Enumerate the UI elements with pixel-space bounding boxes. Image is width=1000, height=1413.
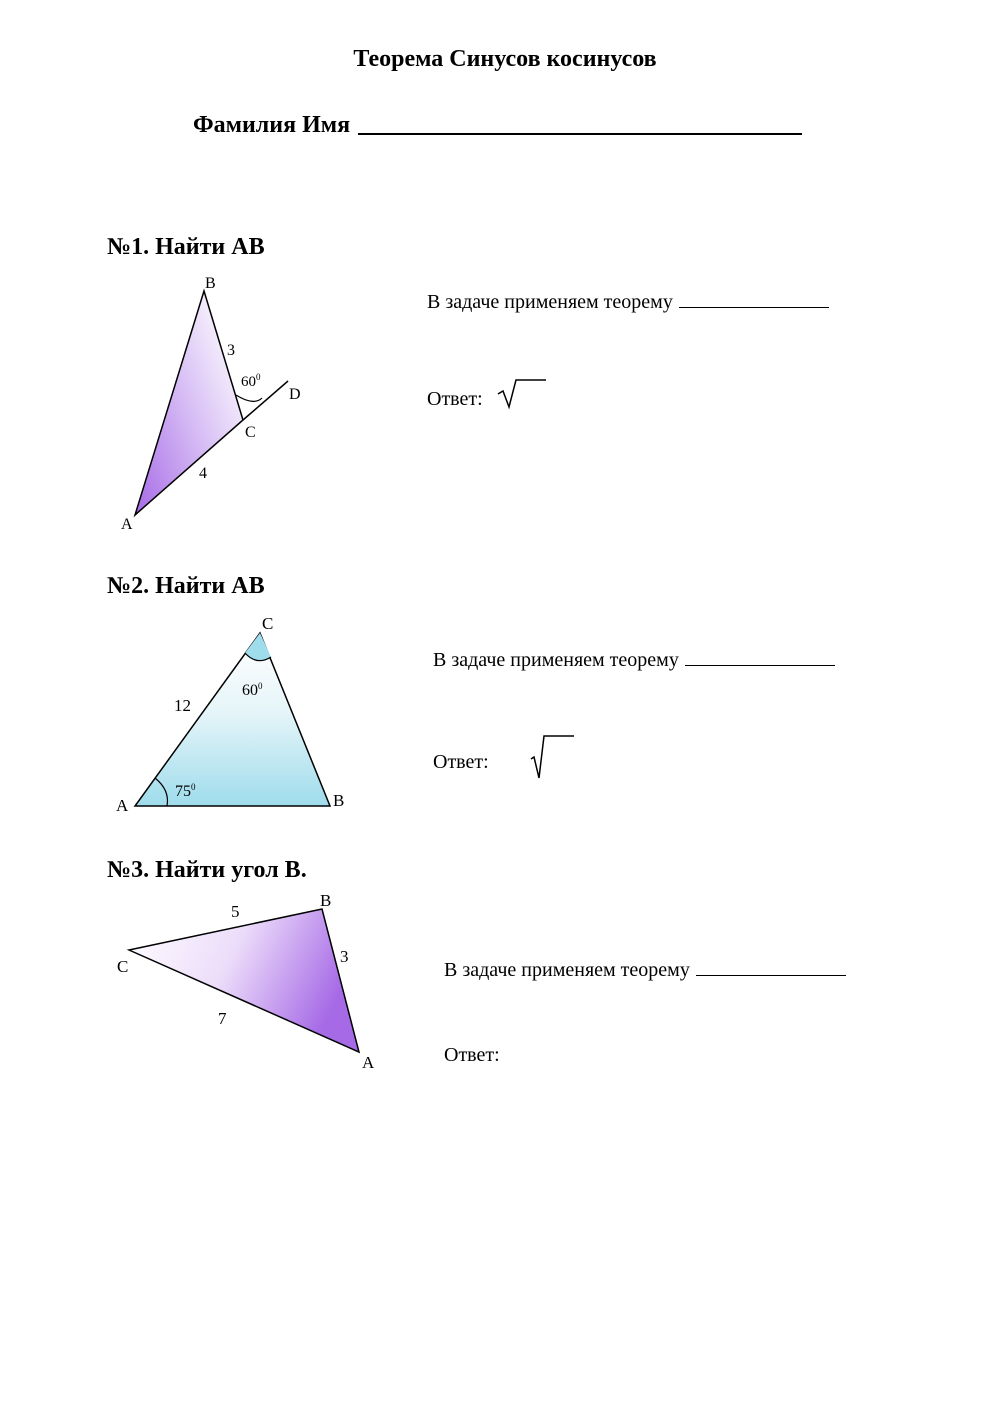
side-ac-label: 12	[174, 696, 191, 715]
point-d-label: D	[289, 386, 301, 403]
task-2-theorem-prompt: В задаче применяем теорему	[433, 649, 835, 672]
vertex-c-label: C	[262, 614, 274, 633]
side-ba-label: 3	[340, 947, 349, 966]
task-3-theorem-prompt: В задаче применяем теорему	[444, 959, 846, 982]
task-1-sqrt-icon[interactable]	[496, 376, 548, 410]
triangle-abc	[135, 633, 330, 806]
vertex-b-label: B	[333, 791, 345, 810]
task-3-figure	[110, 885, 390, 1075]
side-ca-label: 7	[218, 1009, 227, 1028]
task-3-answer-label: Ответ:	[444, 1044, 500, 1066]
task-2-answer-label: Ответ:	[433, 751, 489, 773]
vertex-a-label: A	[121, 516, 133, 533]
side-ac-label: 4	[199, 465, 207, 482]
task-2-figure	[110, 605, 360, 820]
vertex-c-label: C	[117, 957, 129, 976]
vertex-b-label: B	[320, 891, 332, 910]
task-1-theorem-blank[interactable]	[679, 307, 829, 308]
angle-c-value: $60^0$	[242, 681, 263, 699]
task-1-answer-label: Ответ:	[427, 388, 483, 410]
task-2-sqrt-icon[interactable]	[528, 732, 578, 782]
task-1-heading: №1. Найти АВ	[107, 234, 265, 260]
task-1-theorem-prompt: В задаче применяем теорему	[427, 291, 829, 314]
task-2-theorem-blank[interactable]	[685, 665, 835, 666]
page-title: Теорема Синусов косинусов	[353, 46, 657, 72]
task-3-answer	[444, 1044, 500, 1067]
task-3-theorem-blank[interactable]	[696, 975, 846, 976]
angle-60-label: $60^0$	[241, 372, 261, 390]
vertex-b-label: B	[205, 275, 216, 292]
name-input-line[interactable]	[358, 133, 802, 135]
triangle-abc	[129, 909, 359, 1052]
side-cb-label: 5	[231, 902, 240, 921]
task-1-answer	[427, 388, 483, 411]
vertex-a-label: A	[116, 796, 129, 815]
vertex-c-label: C	[245, 424, 256, 441]
vertex-a-label: A	[362, 1053, 375, 1072]
name-label: Фамилия Имя	[193, 112, 351, 138]
angle-a-value: $75^0$	[175, 782, 196, 800]
task-3-heading: №3. Найти угол В.	[107, 857, 307, 883]
task-2-answer	[433, 751, 489, 774]
side-bc-label: 3	[227, 342, 235, 359]
triangle-abc	[135, 291, 243, 515]
task-2-heading: №2. Найти АВ	[107, 573, 265, 599]
name-field-row	[193, 112, 802, 139]
task-1-figure	[110, 265, 330, 540]
angle-arc-60	[236, 395, 262, 401]
